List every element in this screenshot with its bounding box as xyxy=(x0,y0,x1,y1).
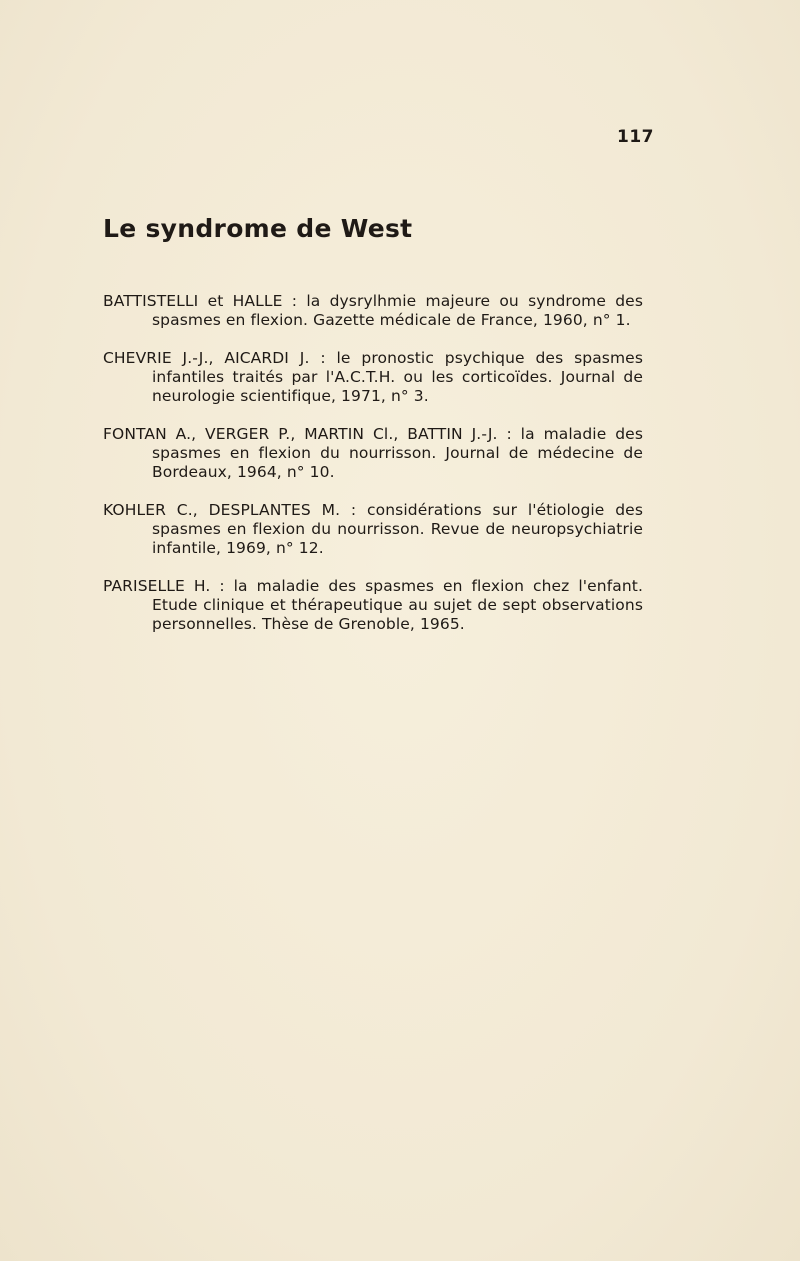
reference-item: PARISELLE H. : la maladie des spasmes en flexion chez l'enfant. Etude clinique et thérapeutique au sujet de sept observations personnelles. Thèse de Grenoble, 1965. xyxy=(103,577,643,633)
page-number: 117 xyxy=(617,127,654,147)
reference-list xyxy=(103,292,643,653)
reference-item: FONTAN A., VERGER P., MARTIN Cl., BATTIN J.-J. : la maladie des spasmes en flexion du nourrisson. Journal de médecine de Bordeaux, 1964, n° 10. xyxy=(103,425,643,481)
reference-item: BATTISTELLI et HALLE : la dysrylhmie majeure ou syndrome des spasmes en flexion. Gazette médicale de France, 1960, n° 1. xyxy=(103,292,643,329)
reference-item: KOHLER C., DESPLANTES M. : considérations sur l'étiologie des spasmes en flexion du nourrisson. Revue de neuropsychiatrie infantile, 1969, n° 12. xyxy=(103,501,643,557)
reference-item: CHEVRIE J.-J., AICARDI J. : le pronostic psychique des spasmes infantiles traités par l'A.C.T.H. ou les corticoïdes. Journal de neurologie scientifique, 1971, n° 3. xyxy=(103,349,643,405)
chapter-title: Le syndrome de West xyxy=(103,214,413,243)
